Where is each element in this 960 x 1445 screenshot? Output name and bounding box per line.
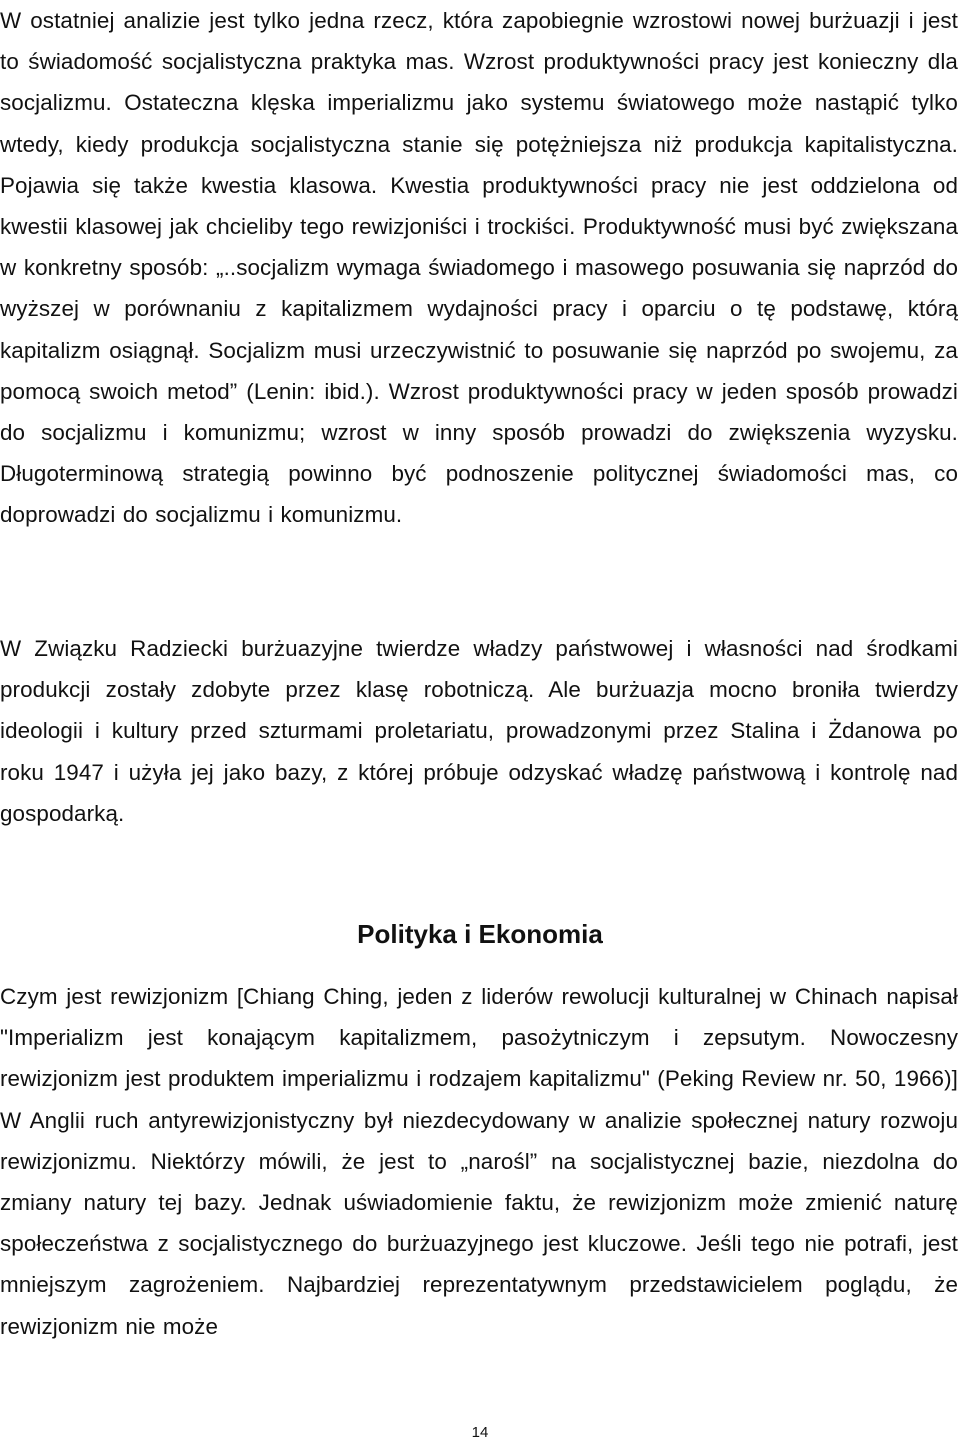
paragraph-soviet-union: W Związku Radziecki burżuazyjne twierdze władzy państwowej i własności nad środkami produkcji zostały zdobyte przez klasę robotniczą. Ale burżuazja mocno broniła twierdzy ideologii i kultury przed szturmami proletariatu, prowadzonymi przez Stalina i Żdanowa po roku 1947 i użyła jej jako bazy, z której próbuje odzyskać władzę państwową i kontrolę nad gospodarką.: [0, 636, 958, 826]
section-heading: Polityka i Ekonomia: [357, 919, 603, 949]
paragraph-productivity: W ostatniej analizie jest tylko jedna rzecz, która zapobiegnie wzrostowi nowej burżuazji i jest to świadomość socjalistyczna praktyka mas. Wzrost produktywności pracy jest konieczny dla socjalizmu. Ostateczna klęska imperializmu jako systemu światowego może nastąpić tylko wtedy, kiedy produkcja socjalistyczna stanie się potężniejsza niż produkcja kapitalistyczna. Pojawia się także kwestia klasowa. Kwestia produktywności pracy nie jest oddzielona od kwestii klasowej jak chcieliby tego rewizjoniści i trockiści. Produktywność musi być zwiększana w konkretny sposób: „..socjalizm wymaga świadomego i masowego posuwania się naprzód do wyższej w porównaniu z kapitalizmem wydajności pracy i oparciu o tę podstawę, którą kapitalizm osiągnął. Socjalizm musi urzeczywistnić to posuwanie się naprzód po swojemu, za pomocą swoich metod” (Lenin: ibid.). Wzrost produktywności pracy w jeden sposób prowadzi do socjalizmu i komunizmu; wzrost w inny sposób prowadzi do zwiększenia wyzysku. Długoterminową strategią powinno być podnoszenie politycznej świadomości mas, co doprowadzi do socjalizmu i komunizmu.: [0, 8, 958, 528]
page-number: 14: [471, 1424, 489, 1441]
paragraph-revisionism: Czym jest rewizjonizm [Chiang Ching, jeden z liderów rewolucji kulturalnej w Chinach napisał "Imperializm jest konającym kapitalizmem, pasożytniczym i zepsutym. Nowoczesny rewizjonizm jest produktem imperializmu i rodzajem kapitalizmu" (Peking Review nr. 50, 1966)] W Anglii ruch antyrewizjonistyczny był niezdecydowany w analizie społecznej natury rozwoju rewizjonizmu. Niektórzy mówili, że jest to „narośl” na socjalistycznej bazie, niezdolna do zmiany natury tej bazy. Jednak uświadomienie faktu, że rewizjonizm może zmienić naturę społeczeństwa z socjalistycznego do burżuazyjnego jest kluczowe. Jeśli tego nie potrafi, jest mniejszym zagrożeniem. Najbardziej reprezentatywnym przedstawicielem poglądu, że rewizjonizm nie może: [0, 984, 958, 1339]
